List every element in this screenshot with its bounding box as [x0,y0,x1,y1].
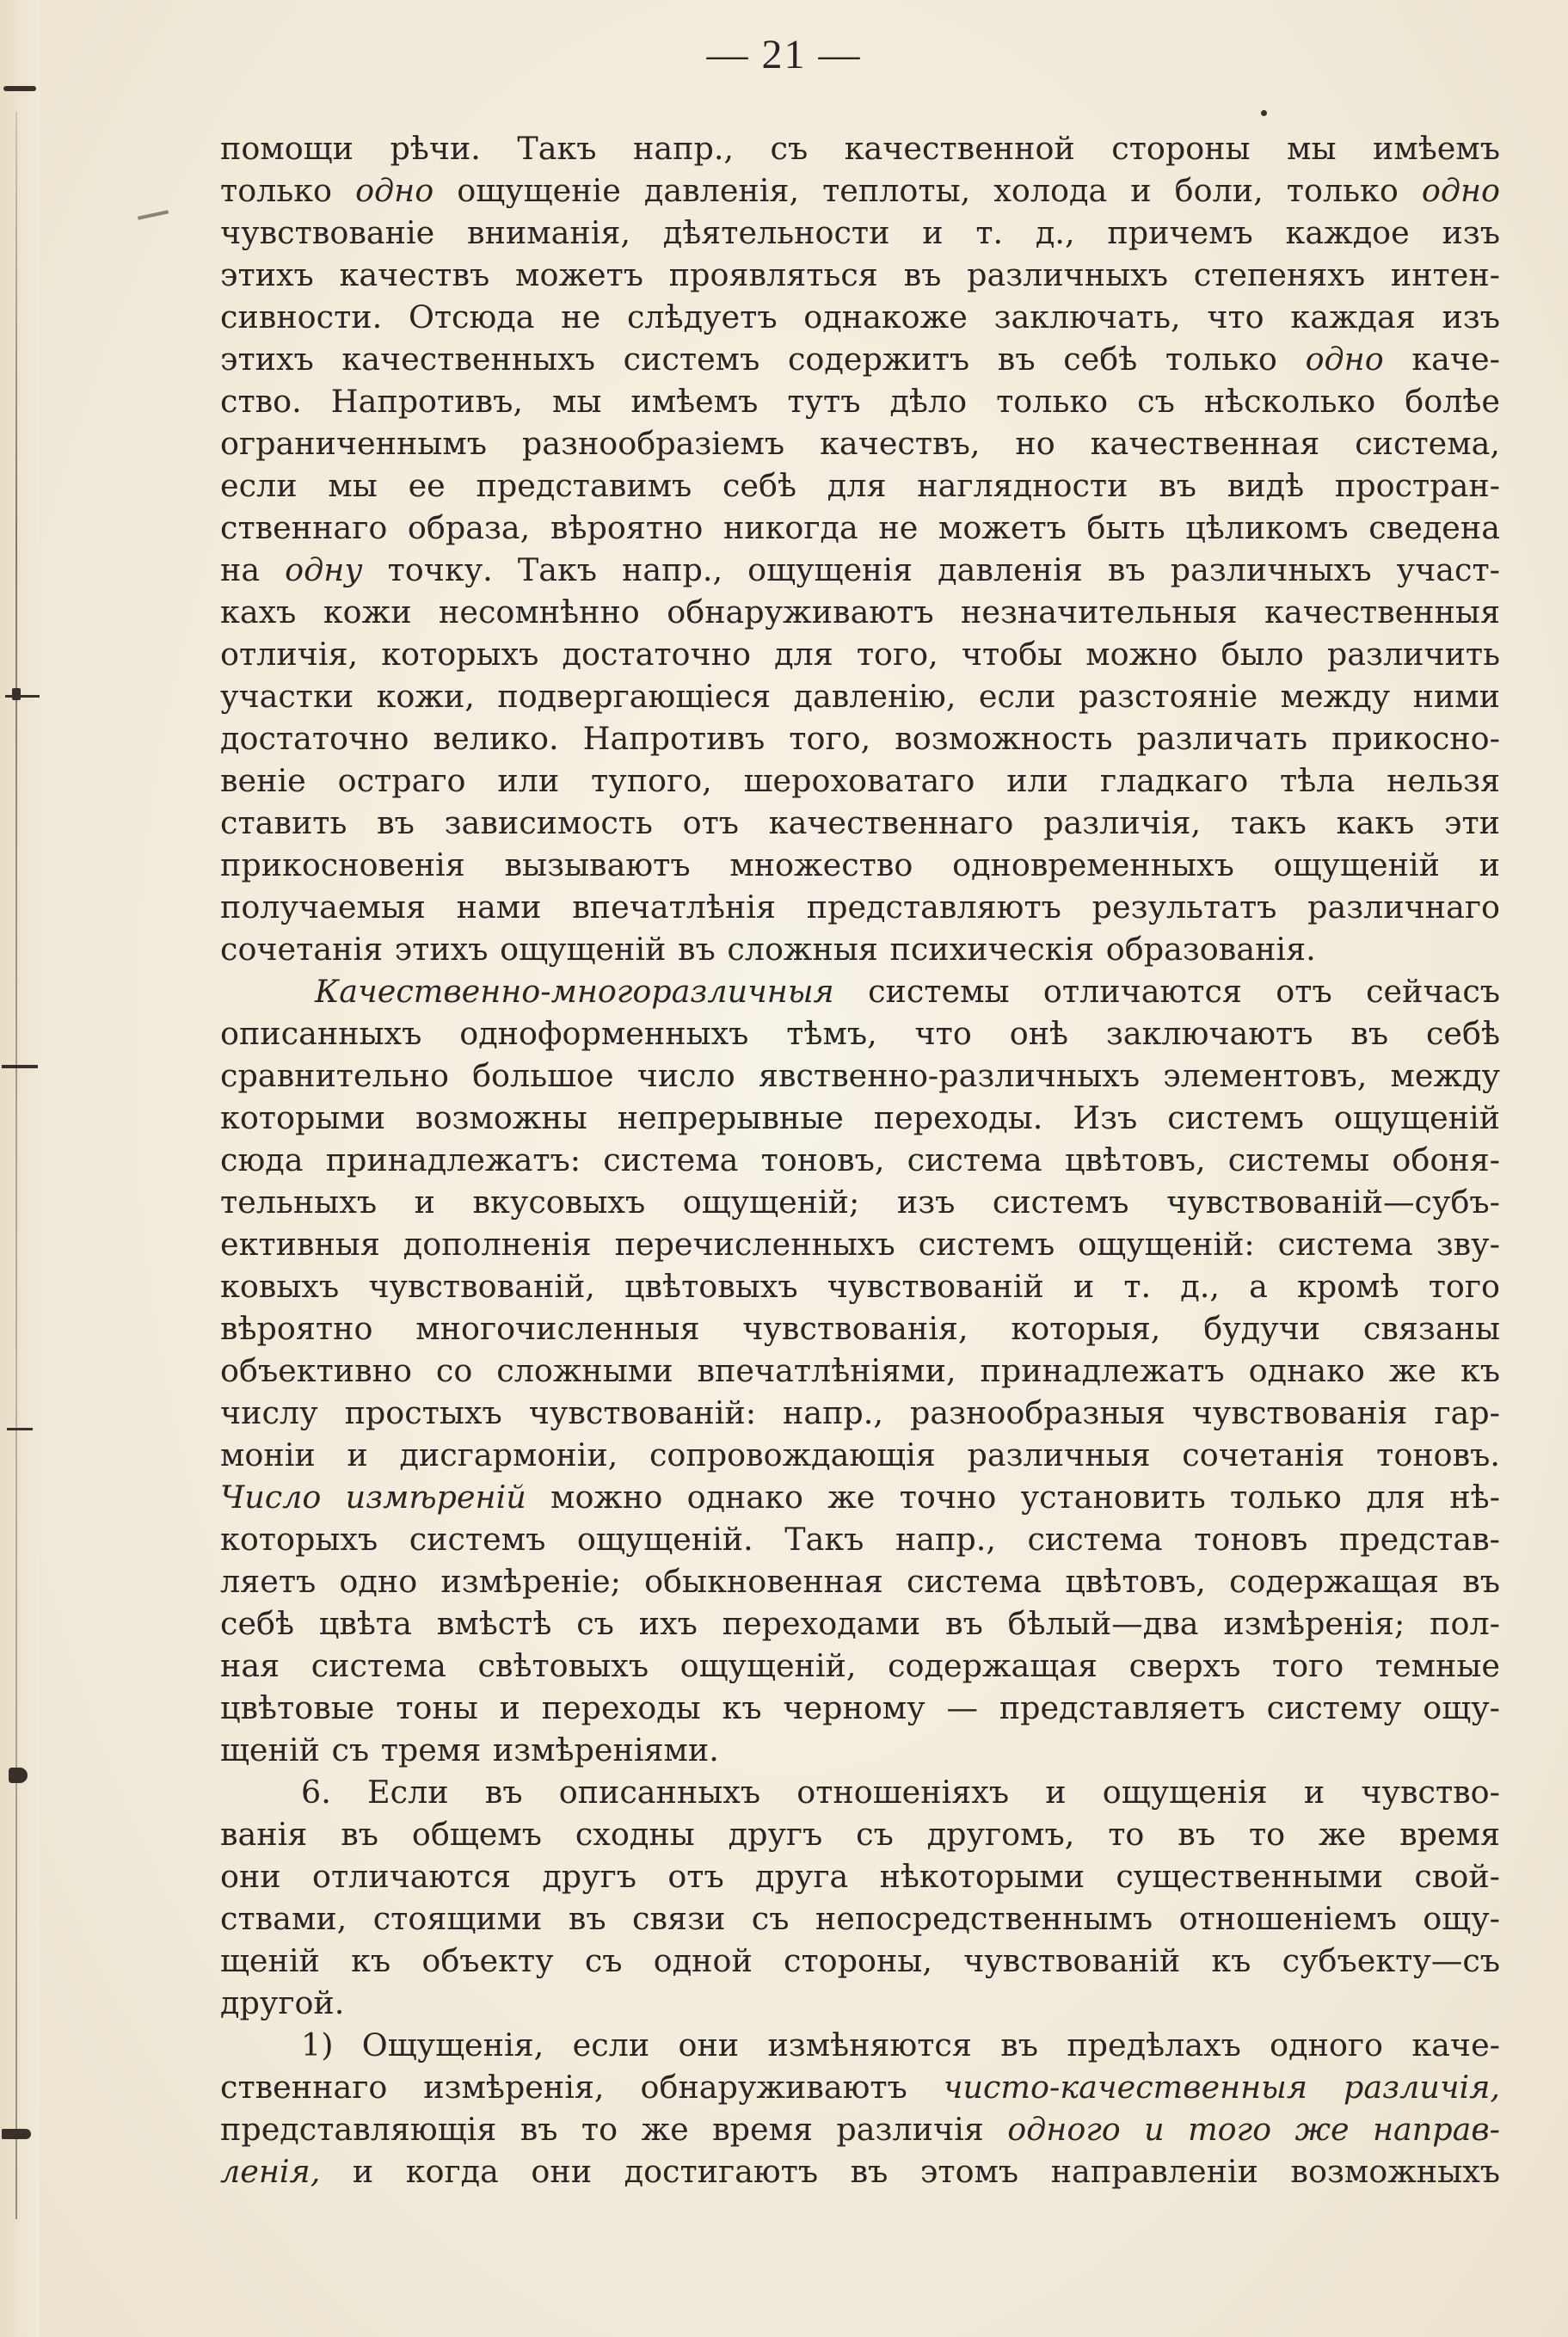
text-line: 1) Ощущенія, если они измѣняются въ предѣлахъ одного каче- [301,2026,1500,2063]
italic-text: одно [1305,341,1384,378]
text-line [220,549,1500,591]
binding-edge [15,112,17,2219]
text-segment: и когда они достигаютъ въ этомъ направленіи возможныхъ [320,2153,1500,2190]
italic-text: одно [355,172,434,209]
binding-mark [9,1768,28,1783]
text-line: сивности. Отсюда не слѣдуетъ однакоже заключать, что каждая изъ [220,298,1500,335]
text-line [220,169,1500,212]
text-line: ванія въ общемъ сходны другъ съ другомъ, то въ то же время [220,1816,1500,1853]
text-line: щеній къ объекту съ одной стороны, чувствованій къ субъекту—съ [220,1942,1500,1979]
text-line: 6. Если въ описанныхъ отношеніяхъ и ощущенія и чувство- [301,1774,1500,1811]
text-line: объективно со сложными впечатлѣніями, принадлежатъ однако же къ [220,1352,1500,1389]
text-line: другой. [220,1984,345,2021]
binding-mark [7,1428,33,1430]
text-segment: ственнаго измѣренія, обнаруживаютъ [220,2069,944,2106]
text-segment: на [220,551,286,588]
text-segment: этихъ качественныхъ системъ содержитъ въ себѣ только [220,341,1306,378]
text-line: себѣ цвѣта вмѣстѣ съ ихъ переходами въ бѣлый—два измѣренія; пол- [220,1605,1500,1642]
text-line [220,2066,1500,2108]
page-number: — 21 — [706,32,862,77]
text-line [220,970,1500,1012]
italic-text: одну [285,551,363,588]
text-line: если мы ее представимъ себѣ для наглядности въ видѣ простран- [220,467,1500,504]
text-line: которыми возможны непрерывные переходы. Изъ системъ ощущеній [220,1099,1500,1136]
italic-text: Число измѣреній [220,1479,526,1516]
text-body [220,127,1500,2192]
text-line: которыхъ системъ ощущеній. Такъ напр., система тоновъ представ- [220,1521,1500,1558]
text-line: достаточно велико. Напротивъ того, возможность различать прикосно- [220,720,1500,757]
page-spine-shadow [0,0,40,2337]
text-line: тельныхъ и вкусовыхъ ощущеній; изъ системъ чувствованій—субъ- [220,1184,1500,1221]
text-segment: системы отличаются отъ сейчасъ [833,973,1500,1010]
binding-mark [5,695,40,698]
text-segment: можно однако же точно установить только для нѣ- [526,1479,1500,1516]
text-line: сочетанія этихъ ощущеній въ сложныя психическія образованія. [220,931,1316,968]
italic-text: одно [1421,172,1501,209]
italic-text: Качественно-многоразличныя [315,973,834,1010]
text-line: веніе остраго или тупого, шероховатаго или гладкаго тѣла нельзя [220,762,1500,799]
text-line [220,338,1500,380]
text-line: цвѣтовые тоны и переходы къ черному — представляетъ систему ощу- [220,1689,1500,1726]
text-line: сравнительно большое число явственно-различныхъ элементовъ, между [220,1057,1500,1094]
binding-mark [2,2129,31,2139]
text-line: ная система свѣтовыхъ ощущеній, содержащая сверхъ того темные [220,1647,1500,1684]
text-line: моніи и дисгармоніи, сопровождающія различныя сочетанія тоновъ. [220,1436,1500,1473]
text-line: чувствованіе вниманія, дѣятельности и т. д., причемъ каждое изъ [220,214,1500,251]
text-segment: точку. Такъ напр., ощущенія давленія въ различныхъ участ- [362,551,1500,588]
text-line: отличія, которыхъ достаточно для того, чтобы можно было различить [220,636,1500,673]
binding-mark [2,1065,38,1068]
text-line: ляетъ одно измѣреніе; обыкновенная система цвѣтовъ, содержащая въ [220,1563,1500,1600]
text-line [220,1476,1500,1518]
text-line: ство. Напротивъ, мы имѣемъ тутъ дѣло только съ нѣсколько болѣе [220,383,1500,420]
ink-dot [1261,110,1267,116]
text-segment: каче- [1383,341,1500,378]
text-line: прикосновенія вызываютъ множество одновременныхъ ощущеній и [220,846,1500,883]
text-line: ковыхъ чувствованій, цвѣтовыхъ чувствованій и т. д., а кромѣ того [220,1268,1500,1305]
text-segment: ощущеніе давленія, теплоты, холода и боли, только [434,172,1422,209]
ink-smudge [138,210,169,219]
italic-text: одного и того же направ- [1007,2111,1500,2148]
italic-text: ленія, [220,2153,321,2190]
text-line [220,2150,1500,2192]
text-line: описанныхъ одноформенныхъ тѣмъ, что онѣ заключаютъ въ себѣ [220,1015,1500,1052]
text-line: ствами, стоящими въ связи съ непосредственнымъ отношеніемъ ощу- [220,1900,1500,1937]
text-segment: представляющія въ то же время различія [220,2111,1008,2148]
text-line: этихъ качествъ можетъ проявляться въ различныхъ степеняхъ интен- [220,256,1500,293]
text-line: ективныя дополненія перечисленныхъ системъ ощущеній: система зву- [220,1226,1500,1263]
text-line: помощи рѣчи. Такъ напр., съ качественной стороны мы имѣемъ [220,130,1500,167]
text-line: щеній съ тремя измѣреніями. [220,1731,719,1768]
text-line [220,2108,1500,2150]
text-line: ограниченнымъ разнообразіемъ качествъ, но качественная система, [220,425,1500,462]
text-line: кахъ кожи несомнѣнно обнаруживаютъ незначительныя качественныя [220,593,1500,630]
text-line: получаемыя нами впечатлѣнія представляютъ результатъ различнаго [220,889,1500,926]
binding-mark [3,86,36,91]
text-line: сюда принадлежатъ: система тоновъ, система цвѣтовъ, системы обоня- [220,1141,1500,1178]
binding-mark [12,688,21,700]
text-line: они отличаются другъ отъ друга нѣкоторыми существенными свой- [220,1858,1500,1895]
text-line: ставить въ зависимость отъ качественнаго различія, такъ какъ эти [220,804,1500,841]
text-line: ственнаго образа, вѣроятно никогда не можетъ быть цѣликомъ сведена [220,509,1500,546]
text-line: вѣроятно многочисленныя чувствованія, которыя, будучи связаны [220,1310,1500,1347]
text-segment: только [220,172,356,209]
italic-text: чисто-качественныя различія, [943,2069,1500,2106]
text-line: числу простыхъ чувствованій: напр., разнообразныя чувствованія гар- [220,1394,1500,1431]
text-line: участки кожи, подвергающіеся давленію, если разстояніе между ними [220,678,1500,715]
